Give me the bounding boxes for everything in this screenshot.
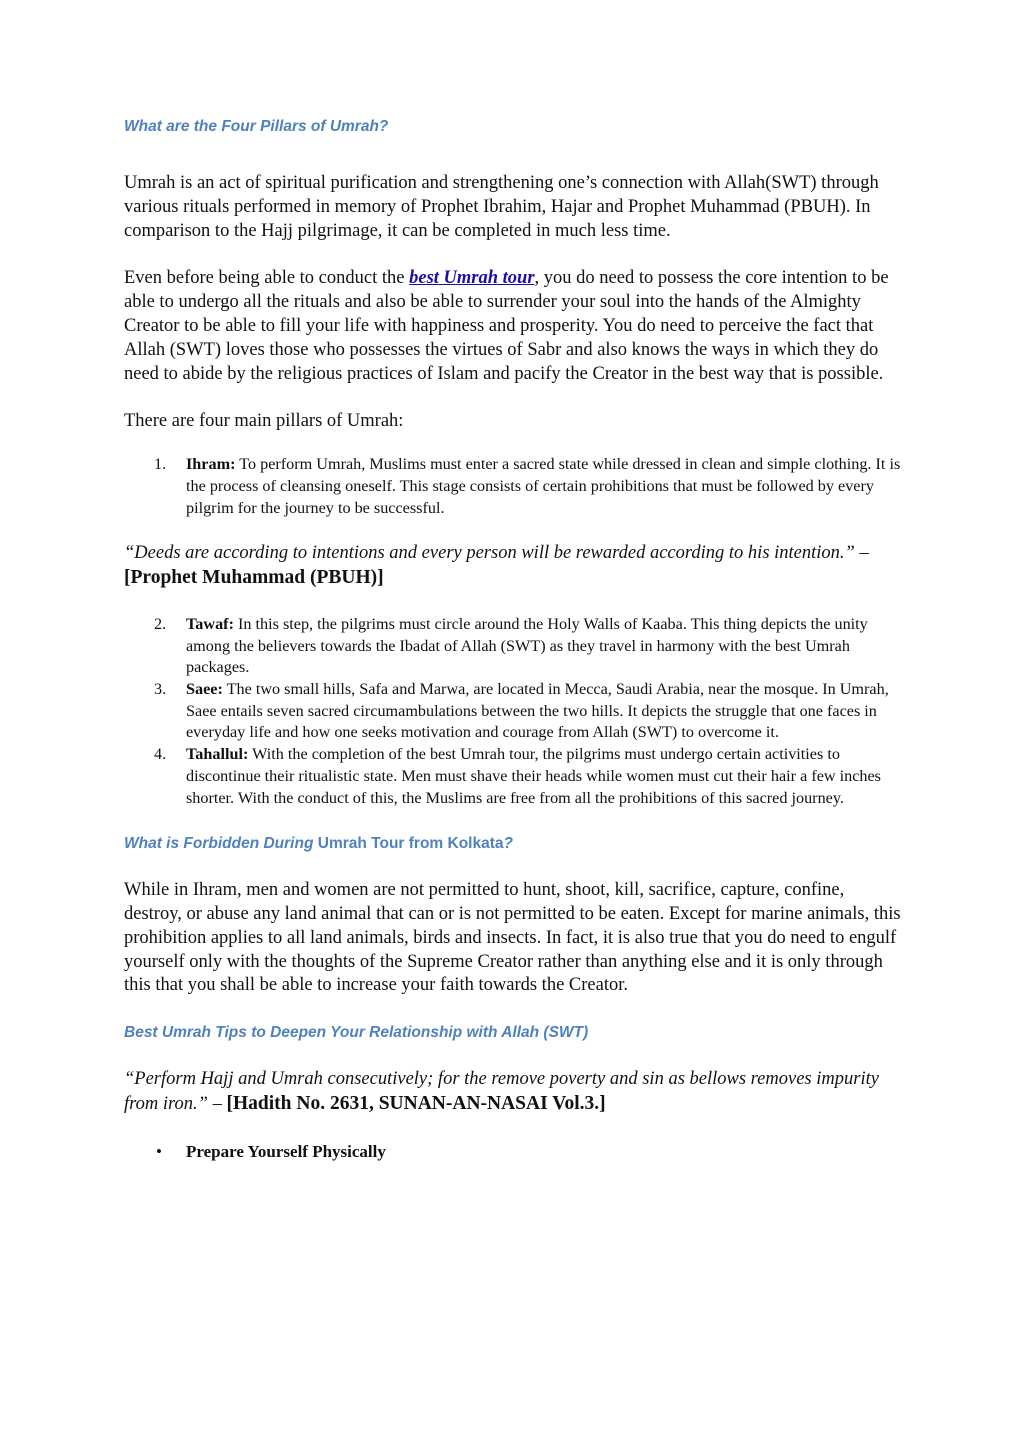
list-number: 4. (154, 745, 167, 764)
list-item-text: With the completion of the best Umrah tour, the pilgrims must undergo certain activities to discontinue their ritualistic state. Men must shave their heads while women must cut their hair a few inches shorter. With the conduct of this, the Muslims are free from all the prohibitions of this sacred journey. (186, 745, 881, 807)
list-item-text: Prepare Yourself Physically (186, 1141, 386, 1161)
quote-text: “Deeds are according to intentions and every person will be rewarded according to his intention.” (124, 543, 855, 564)
bullet-icon: • (156, 1141, 162, 1161)
paragraph-ihram-rules: While in Ihram, men and women are not permitted to hunt, shoot, kill, sacrifice, capture, confine, destroy, or abuse any land animal that can or is not permitted to be eaten. Except for marine animals, this prohibition applies to all land animals, birds and insects. In fact, it is also true that you do need to engulf yourself only with the thoughts of the Supreme Creator rather than anything else and it is only through this that you shall be able to increase your faith towards the Creator. (124, 880, 901, 996)
list-item-text: To perform Umrah, Muslims must enter a sacred state while dressed in clean and simple clothing. It is the process of cleansing oneself. This stage consists of certain prohibitions that must be followed by every pilgrim for the journey to be successful. (186, 455, 901, 517)
list-item-title: Tawaf: (186, 614, 234, 633)
quote-intentions (124, 542, 904, 591)
list-item-tawaf (124, 614, 904, 679)
paragraph-pillars-intro: There are four main pillars of Umrah: (124, 411, 404, 432)
list-item-tahallul (124, 744, 904, 809)
quote-source: [Hadith No. 2631, SUNAN-AN-NASAI Vol.3.] (226, 1092, 606, 1114)
heading-forbidden (124, 835, 904, 853)
heading-four-pillars: What are the Four Pillars of Umrah? (124, 118, 389, 135)
paragraph-intention (124, 267, 904, 386)
tips-list (124, 1141, 904, 1163)
paragraph-intro: Umrah is an act of spiritual purification and strengthening one’s connection with Allah(SWT) through various rituals performed in memory of Prophet Ibrahim, Hajar and Prophet Muhammad (PBUH). In comparison to the Hajj pilgrimage, it can be completed in much less time. (124, 173, 879, 241)
heading-umrah-tips: Best Umrah Tips to Deepen Your Relationship with Allah (SWT) (124, 1024, 589, 1042)
list-item-saee (124, 679, 904, 744)
paragraph-intention-after: , you do need to possess the core intention to be able to undergo all the rituals and also be able to surrender your soul into the hands of the Almighty Creator to be able to fill your life with happiness and prosperity. You do need to perceive the fact that Allah (SWT) loves those who possesses the virtues of Sabr and also knows the ways in which they do need to abide by the religious practices of Islam and pacify the Creator in the best way that is possible. (124, 268, 889, 384)
best-umrah-tour-link[interactable]: best Umrah tour (409, 268, 535, 289)
heading-forbidden-part-c: ? (503, 835, 513, 853)
list-item-title: Saee: (186, 679, 223, 698)
list-item-title: Ihram: (186, 455, 236, 474)
heading-forbidden-part-b: Umrah Tour from Kolkata (317, 835, 504, 853)
list-number: 2. (154, 614, 167, 633)
list-item-text: The two small hills, Safa and Marwa, are located in Mecca, Saudi Arabia, near the mosque. In Umrah, Saee entails seven sacred circumambulations between the two hills. It depicts the struggle that one faces in everyday life and how one seeks motivation and courage from Allah (SWT) to overcome it. (186, 679, 889, 742)
document-page (124, 118, 904, 1163)
heading-forbidden-part-a: What is Forbidden During (124, 835, 318, 853)
list-item-ihram (124, 454, 904, 519)
quote-hadith (124, 1068, 904, 1117)
quote-text: “Perform Hajj and Umrah consecutively; for the remove poverty and sin as bellows removes impurity from iron.” (124, 1069, 879, 1114)
list-item-prepare-physically (124, 1141, 904, 1163)
quote-dash: – (854, 543, 869, 564)
list-number: 1. (154, 455, 167, 474)
pillar-list-rest (124, 614, 904, 809)
list-item-text: In this step, the pilgrims must circle around the Holy Walls of Kaaba. This thing depicts the unity among the believers towards the Ibadat of Allah (SWT) as they travel in harmony with the best Umrah packages. (186, 614, 868, 677)
quote-source: [Prophet Muhammad (PBUH)] (124, 567, 384, 589)
quote-dash: – (207, 1093, 227, 1114)
pillar-list-first (124, 454, 904, 519)
list-number: 3. (154, 679, 167, 698)
paragraph-intention-before: Even before being able to conduct the (124, 268, 410, 289)
list-item-title: Tahallul: (186, 745, 249, 764)
